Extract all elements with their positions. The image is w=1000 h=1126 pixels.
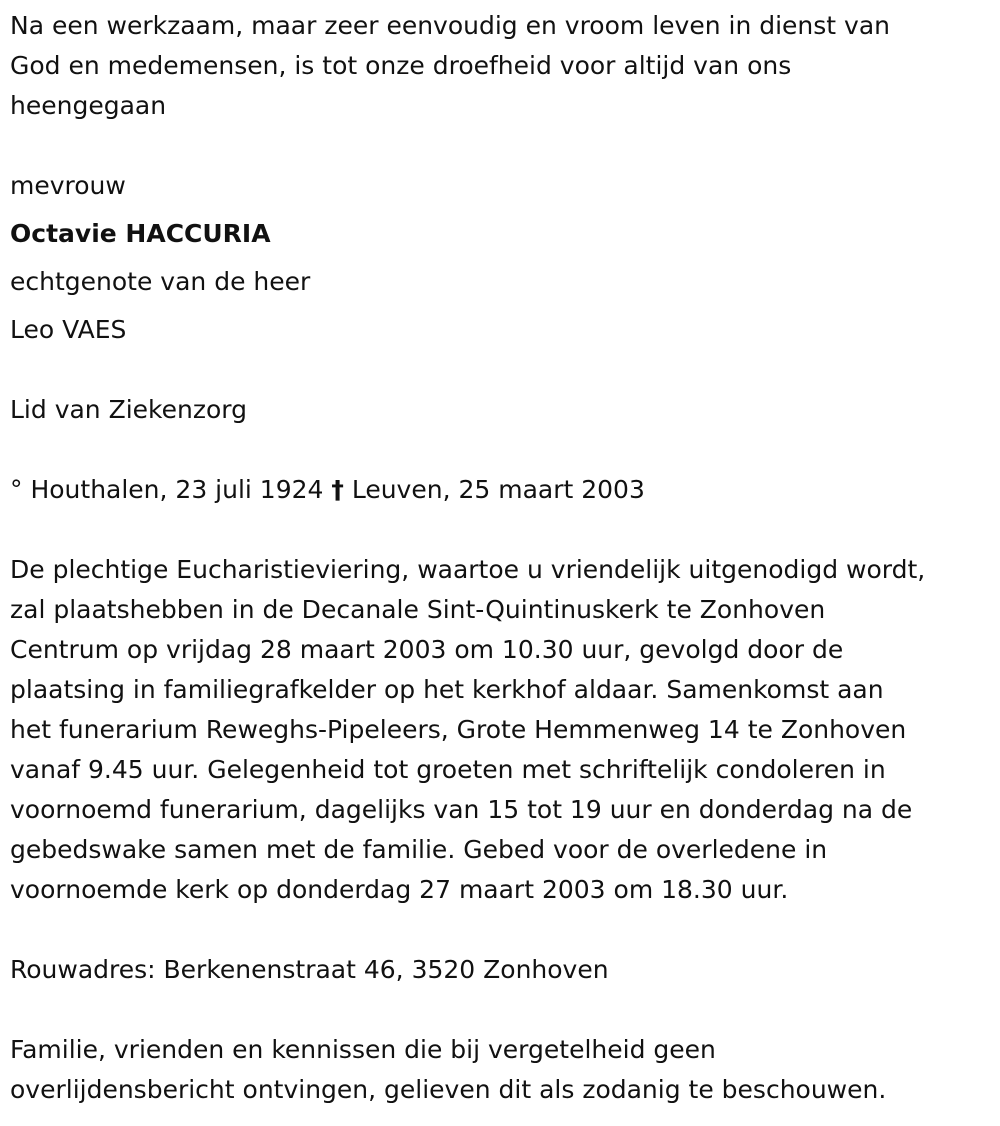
intro-line: Na een werkzaam, maar zeer eenvoudig en vroom leven in dienst van [10, 11, 891, 40]
ceremony-line: De plechtige Eucharistieviering, waartoe u vriendelijk uitgenodigd wordt, [10, 555, 926, 584]
ceremony-line: gebedswake samen met de familie. Gebed voor de overledene in [10, 835, 828, 864]
intro-line: heengegaan [10, 91, 167, 120]
closing-line: Familie, vrienden en kennissen die bij vergetelheid geen [10, 1035, 716, 1064]
deceased-name: Octavie HACCURIA [10, 219, 271, 248]
spouse-name: Leo VAES [10, 315, 127, 344]
death-date: Leuven, 25 maart 2003 [351, 475, 645, 504]
spouse-label: echtgenote van de heer [10, 267, 311, 296]
honorific: mevrouw [10, 171, 126, 200]
membership-block [10, 390, 990, 430]
ceremony-line: voornoemd funerarium, dagelijks van 15 tot 19 uur en donderdag na de [10, 795, 913, 824]
intro-line: God en medemensen, is tot onze droefheid voor altijd van ons [10, 51, 792, 80]
ceremony-line: Centrum op vrijdag 28 maart 2003 om 10.30 uur, gevolgd door de [10, 635, 844, 664]
mourning-address: Rouwadres: Berkenenstraat 46, 3520 Zonhoven [10, 955, 609, 984]
intro-paragraph [10, 6, 990, 126]
closing-line: overlijdensbericht ontvingen, gelieven dit als zodanig te beschouwen. [10, 1075, 887, 1104]
membership: Lid van Ziekenzorg [10, 395, 247, 424]
ceremony-line: plaatsing in familiegrafkelder op het kerkhof aldaar. Samenkomst aan [10, 675, 884, 704]
ceremony-line: zal plaatshebben in de Decanale Sint-Quintinuskerk te Zonhoven [10, 595, 826, 624]
address-block [10, 950, 990, 990]
life-dates [10, 470, 990, 510]
ceremony-line: voornoemde kerk op donderdag 27 maart 2003 om 18.30 uur. [10, 875, 789, 904]
ceremony-line: vanaf 9.45 uur. Gelegenheid tot groeten met schriftelijk condoleren in [10, 755, 886, 784]
deceased-block [10, 166, 990, 350]
closing-paragraph [10, 1030, 990, 1110]
ceremony-line: het funerarium Reweghs-Pipeleers, Grote Hemmenweg 14 te Zonhoven [10, 715, 907, 744]
cross-icon: † [331, 475, 344, 504]
birth-date: ° Houthalen, 23 juli 1924 [10, 475, 324, 504]
dates-block [10, 470, 990, 510]
ceremony-paragraph [10, 550, 990, 910]
